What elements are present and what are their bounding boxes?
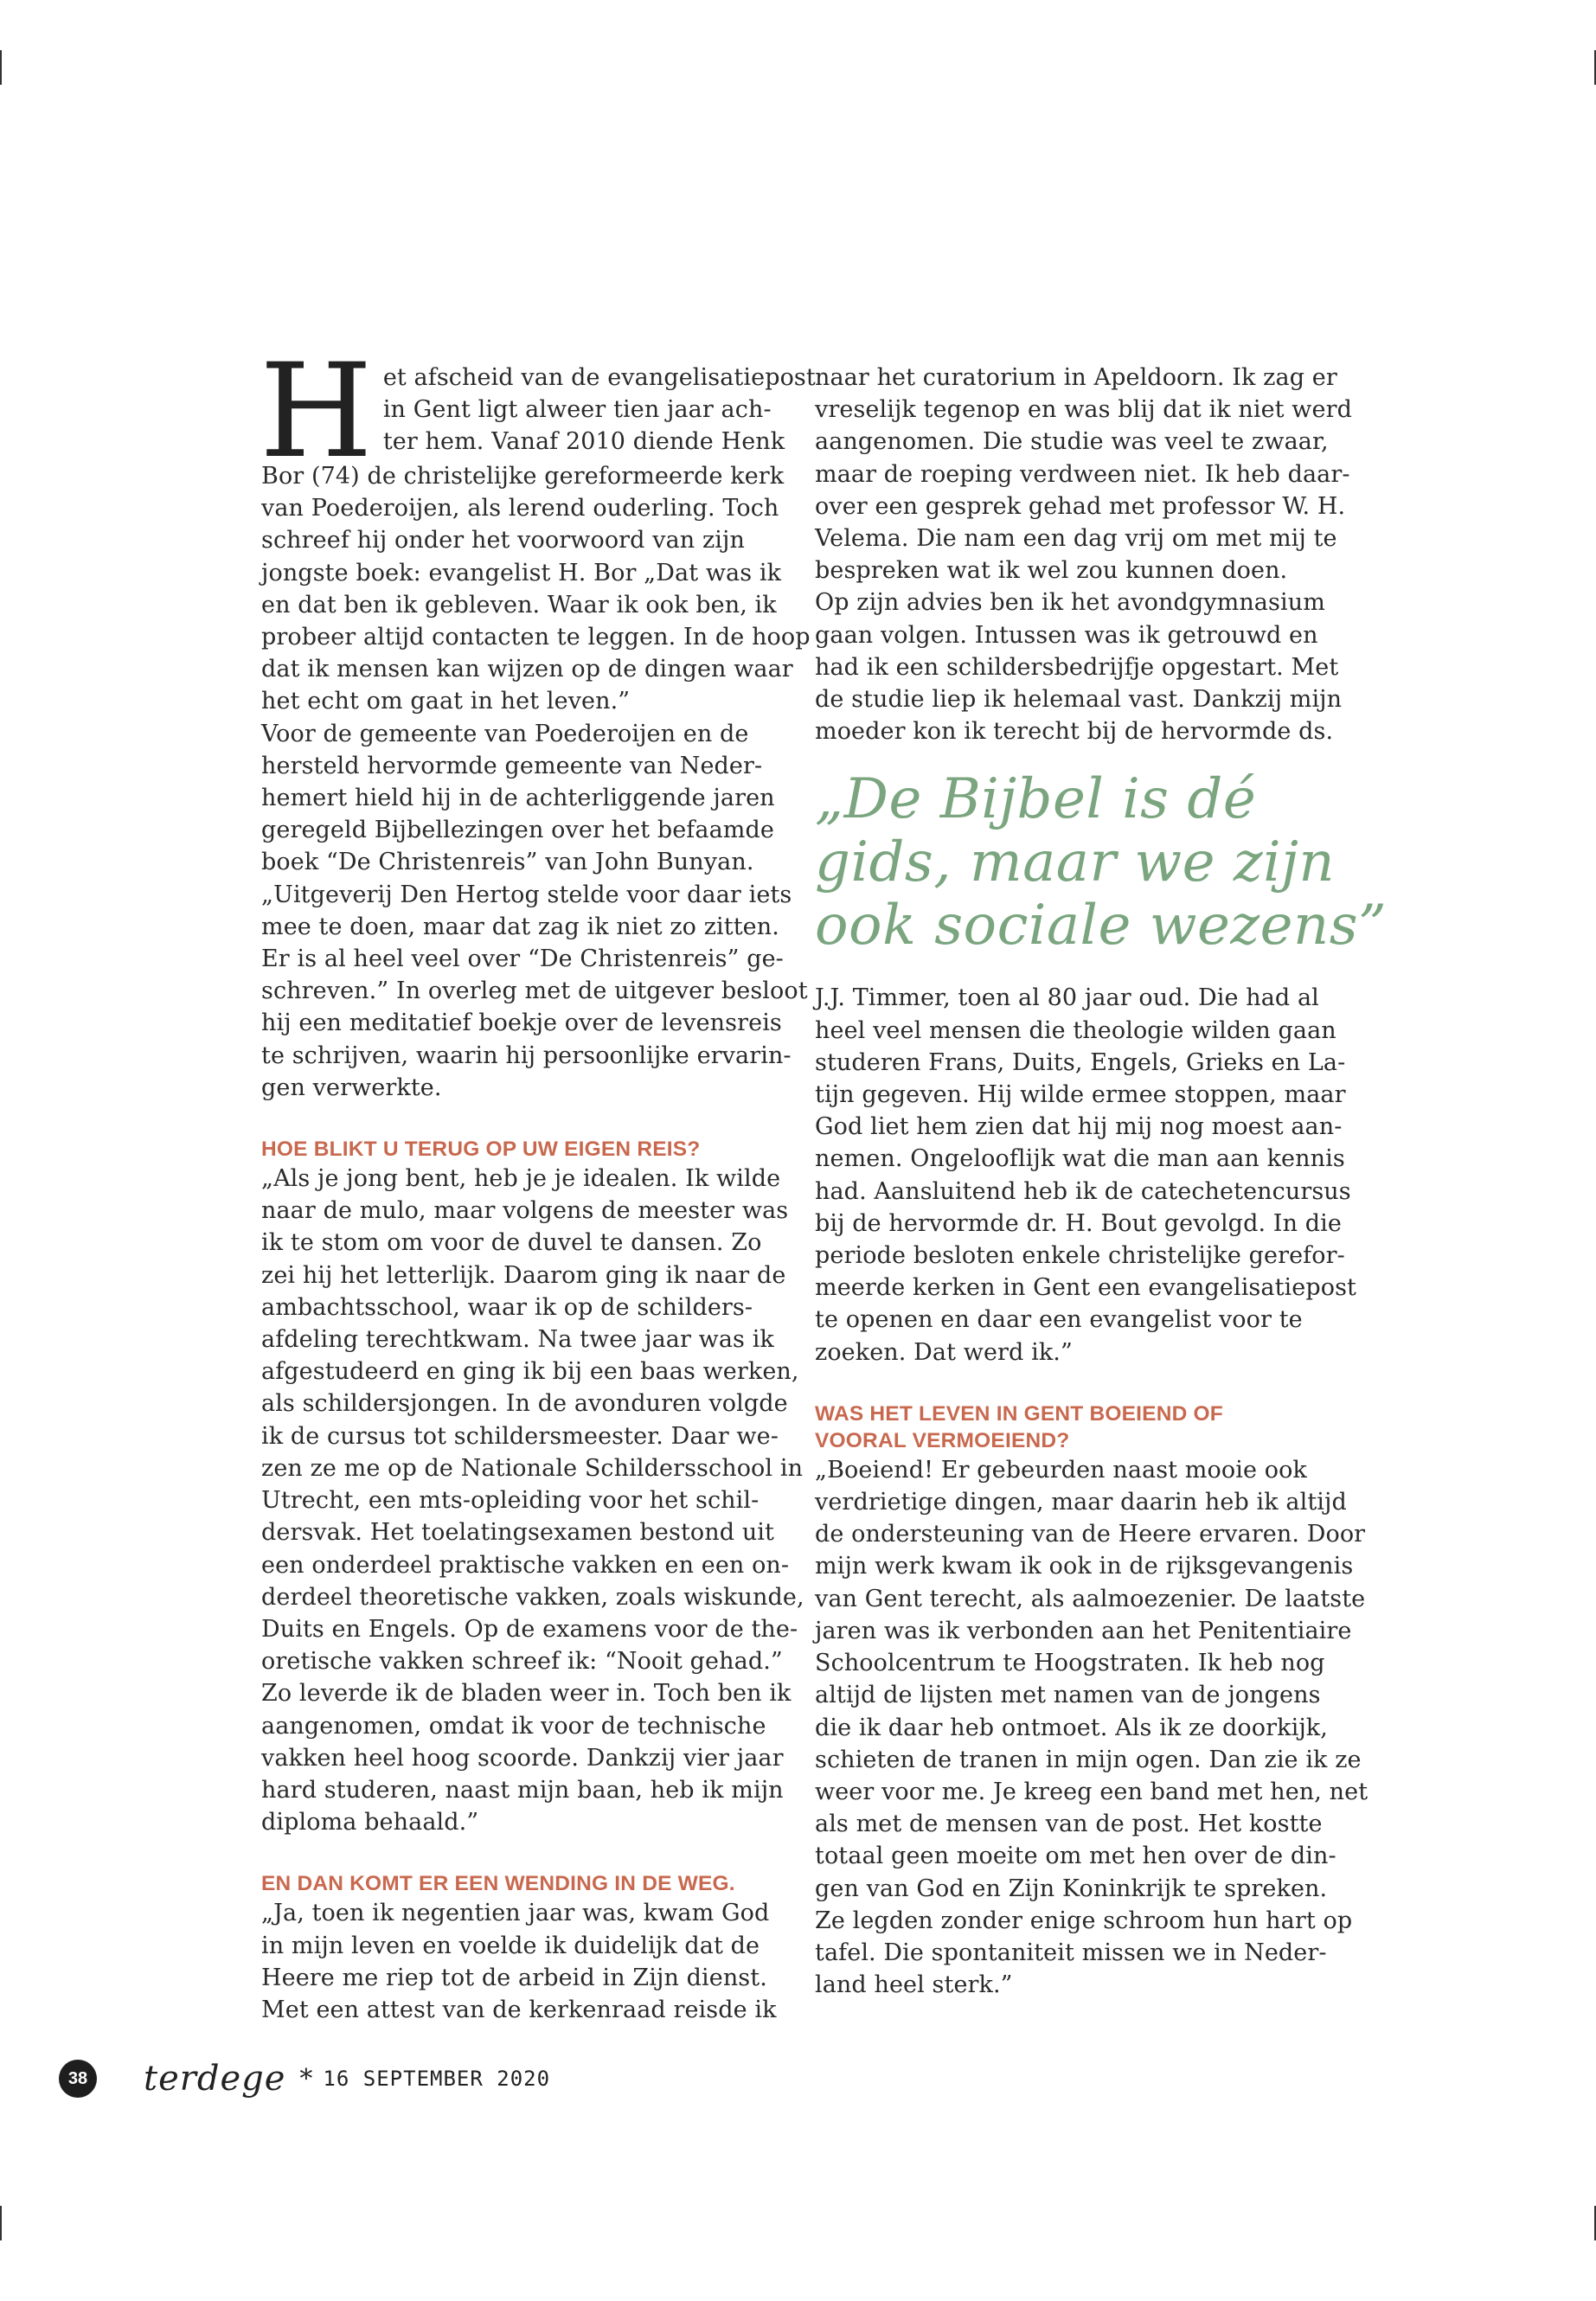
- text-line: Zo leverde ik de bladen weer in. Toch ben ik: [261, 1680, 792, 1708]
- text-line: naar het curatorium in Apeldoorn. Ik zag er: [815, 364, 1337, 391]
- text-line: tafel. Die spontaniteit missen we in Neder-: [815, 1939, 1327, 1966]
- text-line: afdeling terechtkwam. Na twee jaar was ik: [261, 1326, 774, 1354]
- text-line: hemert hield hij in de achterliggende jaren: [261, 785, 775, 812]
- text-line: heel veel mensen die theologie wilden gaan: [815, 1016, 1336, 1044]
- text-line: et afscheid van de evangelisatiepost: [382, 364, 816, 391]
- issue-date: 16 SEPTEMBER 2020: [323, 2067, 551, 2091]
- text-line: God liet hem zien dat hij mij nog moest aan-: [815, 1113, 1343, 1141]
- text-line: schieten de tranen in mijn ogen. Dan zie ik ze: [815, 1746, 1362, 1773]
- text-line: aangenomen, omdat ik voor de technische: [261, 1712, 766, 1740]
- text-line: land heel sterk.”: [815, 1971, 1013, 1999]
- text-line: Bor (74) de christelijke gereformeerde kerk: [261, 463, 785, 490]
- magazine-logo: terdege: [144, 2059, 286, 2099]
- text-line: oretische vakken schreef ik: “Nooit gehad.”: [261, 1648, 783, 1676]
- article-right-column: [815, 362, 1388, 2001]
- text-line: altijd de lijsten met namen van de jongens: [815, 1682, 1321, 1709]
- text-line: het echt om gaat in het leven.”: [261, 688, 631, 715]
- heading-line: WAS HET LEVEN IN GENT BOEIEND OF: [815, 1401, 1223, 1426]
- text-line: diploma behaald.”: [261, 1809, 479, 1836]
- article-left-column: [260, 336, 816, 2026]
- text-line: afgestudeerd en ging ik bij een baas werken,: [261, 1358, 799, 1386]
- text-line: „Uitgeverij Den Hertog stelde voor daar iets: [261, 881, 792, 908]
- text-line: dersvak. Het toelatingsexamen bestond uit: [261, 1519, 774, 1547]
- text-line: en dat ben ik gebleven. Waar ik ook ben, ik: [261, 591, 777, 619]
- text-line: bij de hervormde dr. H. Bout gevolgd. In die: [815, 1209, 1342, 1237]
- text-line: hersteld hervormde gemeente van Neder-: [261, 752, 763, 779]
- text-line: van Poederoijen, als lerend ouderling. Toch: [261, 495, 779, 522]
- text-line: als met de mensen van de post. Het kostte: [815, 1811, 1323, 1838]
- text-line: ambachtsschool, waar ik op de schilders-: [261, 1293, 753, 1321]
- text-line: een onderdeel praktische vakken en een on-: [261, 1551, 790, 1579]
- text-line: geregeld Bijbellezingen over het befaamde: [261, 817, 774, 844]
- text-line: periode besloten enkele christelijke gerefor-: [815, 1242, 1345, 1270]
- body-text-continued: [815, 362, 1352, 747]
- text-line: maar de roeping verdween niet. Ik heb daar-: [815, 460, 1350, 488]
- text-line: ter hem. Vanaf 2010 diende Henk: [382, 428, 785, 456]
- text-line: Heere me riep tot de arbeid in Zijn dienst.: [261, 1964, 767, 1991]
- text-line: „Ja, toen ik negentien jaar was, kwam God: [261, 1900, 770, 1927]
- text-line: gen verwerkte.: [261, 1074, 442, 1101]
- body-text-intro: [261, 460, 811, 1104]
- text-line: Velema. Die nam een dag vrij om met mij te: [815, 525, 1337, 553]
- interview-question-heading: [815, 1400, 1343, 1454]
- text-line: hij een meditatief boekje over de levensreis: [261, 1009, 782, 1037]
- text-line: meerde kerken in Gent een evangelisatiepost: [815, 1274, 1356, 1302]
- text-line: Voor de gemeente van Poederoijen en de: [261, 720, 749, 747]
- text-line: vreselijk tegenop en was blij dat ik niet werd: [815, 396, 1352, 424]
- text-line: over een gesprek gehad met professor W. H.: [815, 492, 1346, 520]
- text-line: als schildersjongen. In de avonduren volgde: [261, 1390, 788, 1418]
- text-line: dat ik mensen kan wijzen op de dingen waar: [261, 656, 793, 683]
- body-text-answer-3: [815, 1454, 1368, 2001]
- text-line: probeer altijd contacten te leggen. In de hoop: [261, 624, 811, 651]
- text-line: die ik daar heb ontmoet. Als ik ze doorkijk,: [815, 1714, 1328, 1741]
- text-line: bespreken wat ik wel zou kunnen doen.: [815, 557, 1288, 585]
- text-line: verdrietige dingen, maar daarin heb ik altijd: [815, 1489, 1347, 1516]
- text-line: jongste boek: evangelist H. Bor „Dat was ik: [261, 559, 782, 586]
- text-line: had. Aansluitend heb ik de catechetencursus: [815, 1177, 1351, 1205]
- text-line: Duits en Engels. Op de examens voor de the-: [261, 1615, 798, 1643]
- text-line: te openen en daar een evangelist voor te: [815, 1306, 1303, 1334]
- text-line: te schrijven, waarin hij persoonlijke ervarin-: [261, 1042, 792, 1069]
- heading-line: VOORAL VERMOEIEND?: [815, 1428, 1070, 1452]
- text-line: schreven.” In overleg met de uitgever besloot: [261, 977, 808, 1005]
- text-line: ik de cursus tot schildersmeester. Daar we-: [261, 1422, 779, 1450]
- crop-mark-top-left: [0, 50, 2, 85]
- text-line: de ondersteuning van de Heere ervaren. Door: [815, 1521, 1366, 1548]
- text-line: Er is al heel veel over “De Christenreis” ge-: [261, 945, 784, 973]
- body-text-answer-2: [261, 1897, 789, 2026]
- text-line: gaan volgen. Intussen was ik getrouwd en: [815, 621, 1318, 649]
- text-line: de studie liep ik helemaal vast. Dankzij mijn: [815, 686, 1343, 714]
- text-line: in Gent ligt alweer tien jaar ach-: [382, 396, 772, 424]
- text-line: moeder kon ik terecht bij de hervormde ds.: [815, 718, 1334, 746]
- text-line: ik te stom om voor de duvel te dansen. Zo: [261, 1229, 762, 1257]
- text-line: Op zijn advies ben ik het avondgymnasium: [815, 589, 1325, 617]
- text-line: totaal geen moeite om met hen over de din-: [815, 1843, 1336, 1870]
- text-line: mee te doen, maar dat zag ik niet zo zitten.: [261, 913, 779, 940]
- star-separator-icon: *: [299, 2063, 313, 2094]
- text-line: J.J. Timmer, toen al 80 jaar oud. Die had al: [815, 984, 1319, 1012]
- pull-quote: [815, 767, 1388, 958]
- text-line: in mijn leven en voelde ik duidelijk dat de: [261, 1932, 760, 1959]
- crop-mark-bottom-left: [0, 2206, 2, 2240]
- page-footer: [59, 2057, 550, 2100]
- pull-quote-line: ook sociale wezens”: [815, 894, 1388, 958]
- text-line: Utrecht, een mts-opleiding voor het schil-: [261, 1487, 760, 1515]
- text-line: derdeel theoretische vakken, zoals wiskunde,: [261, 1583, 804, 1611]
- text-line: vakken heel hoog scoorde. Dankzij vier jaar: [261, 1744, 784, 1772]
- drop-cap: H: [260, 336, 373, 487]
- text-line: zei hij het letterlijk. Daarom ging ik naar de: [261, 1261, 786, 1289]
- text-line: gen van God en Zijn Koninkrijk te spreken.: [815, 1875, 1328, 1902]
- text-line: mijn werk kwam ik ook in de rijksgevangenis: [815, 1553, 1354, 1580]
- text-line: hard studeren, naast mijn baan, heb ik mijn: [261, 1776, 784, 1804]
- text-line: zoeken. Dat werd ik.”: [815, 1338, 1073, 1366]
- text-line: zen ze me op de Nationale Schildersschool in: [261, 1454, 804, 1482]
- text-line: nemen. Ongelooflijk wat die man aan kennis: [815, 1145, 1345, 1173]
- text-line: Ze legden zonder enige schroom hun hart op: [815, 1907, 1353, 1934]
- text-line: „Boeiend! Er gebeurden naast mooie ook: [815, 1456, 1307, 1484]
- text-line: studeren Frans, Duits, Engels, Grieks en La-: [815, 1048, 1346, 1076]
- interview-question-heading: EN DAN KOMT ER EEN WENDING IN DE WEG.: [261, 1872, 735, 1896]
- text-line: weer voor me. Je kreeg een band met hen, net: [815, 1778, 1368, 1805]
- text-line: aangenomen. Die studie was veel te zwaar,: [815, 428, 1329, 456]
- text-line: jaren was ik verbonden aan het Penitentiaire: [815, 1617, 1352, 1644]
- text-line: Schoolcentrum te Hoogstraten. Ik heb nog: [815, 1650, 1325, 1677]
- body-text-answer-1: [261, 1163, 804, 1838]
- pull-quote-line: „De Bijbel is dé: [815, 767, 1257, 832]
- page-number-badge: 38: [59, 2060, 97, 2098]
- text-line: had ik een schildersbedrijfje opgestart. Met: [815, 653, 1339, 681]
- text-line: naar de mulo, maar volgens de meester was: [261, 1197, 789, 1225]
- text-line: Met een attest van de kerkenraad reisde ik: [261, 1996, 777, 2023]
- text-line: „Als je jong bent, heb je je idealen. Ik wilde: [261, 1165, 781, 1193]
- interview-question-heading: HOE BLIKT U TERUG OP UW EIGEN REIS?: [261, 1138, 701, 1162]
- text-line: schreef hij onder het voorwoord van zijn: [261, 527, 745, 554]
- body-text-continued-2: [815, 982, 1356, 1368]
- pull-quote-line: gids, maar we zijn: [815, 830, 1336, 895]
- text-line: van Gent terecht, als aalmoezenier. De laatste: [815, 1585, 1366, 1612]
- text-line: tijn gegeven. Hij wilde ermee stoppen, maar: [815, 1081, 1346, 1109]
- text-line: boek “De Christenreis” van John Bunyan.: [261, 849, 754, 876]
